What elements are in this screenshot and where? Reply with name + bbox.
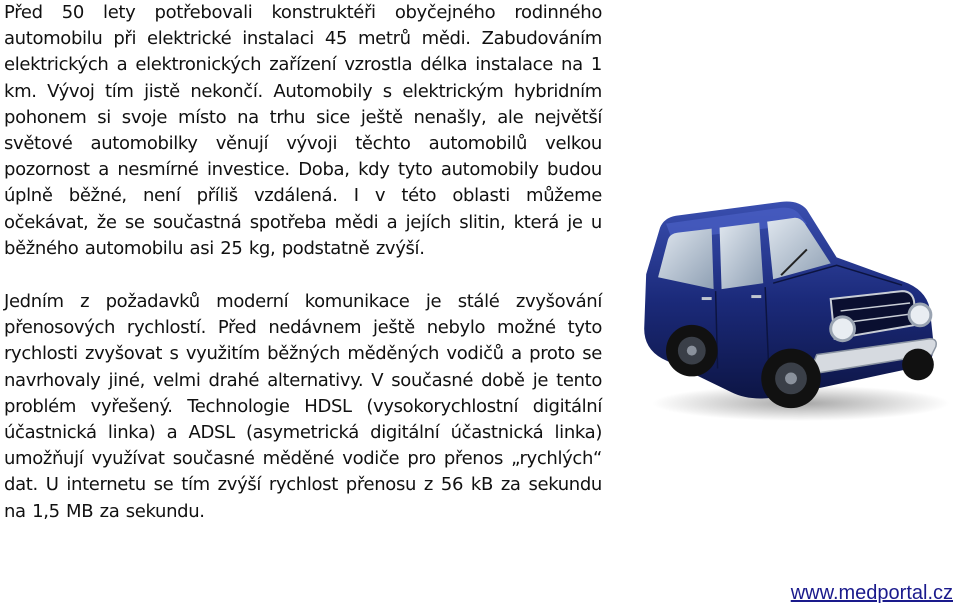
paragraph-copper-in-communication: Jedním z požadavků moderní komunikace je stálé zvyšování přenosových rychlostí. Před nedávnem ještě nebylo možné tyto rychlosti zvyšovat s využitím běžných měděných vodičů a proto se navrhovaly jiné, velmi drahé alternativy. V současné době je tento problém vyřešený. Technologie HDSL (vysokorychlostní digitální účastnická linka) a ADSL (asymetrická digitální účastnická linka) umožňují využívat současné měděné vodiče pro přenos „rychlých“ dat. U internetu se tím zvýší rychlost přenosu z 56 kB za sekundu na 1,5 MB za sekundu. (4, 291, 602, 522)
paragraph-copper-in-cars: Před 50 lety potřebovali konstruktéři obyčejného rodinného automobilu při elektrické instalaci 45 metrů mědi. Zabudováním elektrických a elektronických zařízení vzrostla délka instalace na 1 km. Vývoj tím jistě nekončí. Automobily s elektrickým hybridním pohonem si svoje místo na trhu sice ještě nenašly, ale největší světové automobilky věnují vývoji těchto automobilů velkou pozornost a nesmírné investice. Doba, kdy tyto automobily budou úplně běžné, není příliš vzdálená. I v této oblasti můžeme očekávat, že se součastná spotřeba mědi a jejích slitin, která je u běžného automobilu asi 25 kg, podstatně zvýší. (4, 2, 602, 259)
website-link[interactable]: www.medportal.cz (790, 582, 953, 604)
blue-car-image (632, 180, 950, 428)
article-text (4, 0, 602, 525)
